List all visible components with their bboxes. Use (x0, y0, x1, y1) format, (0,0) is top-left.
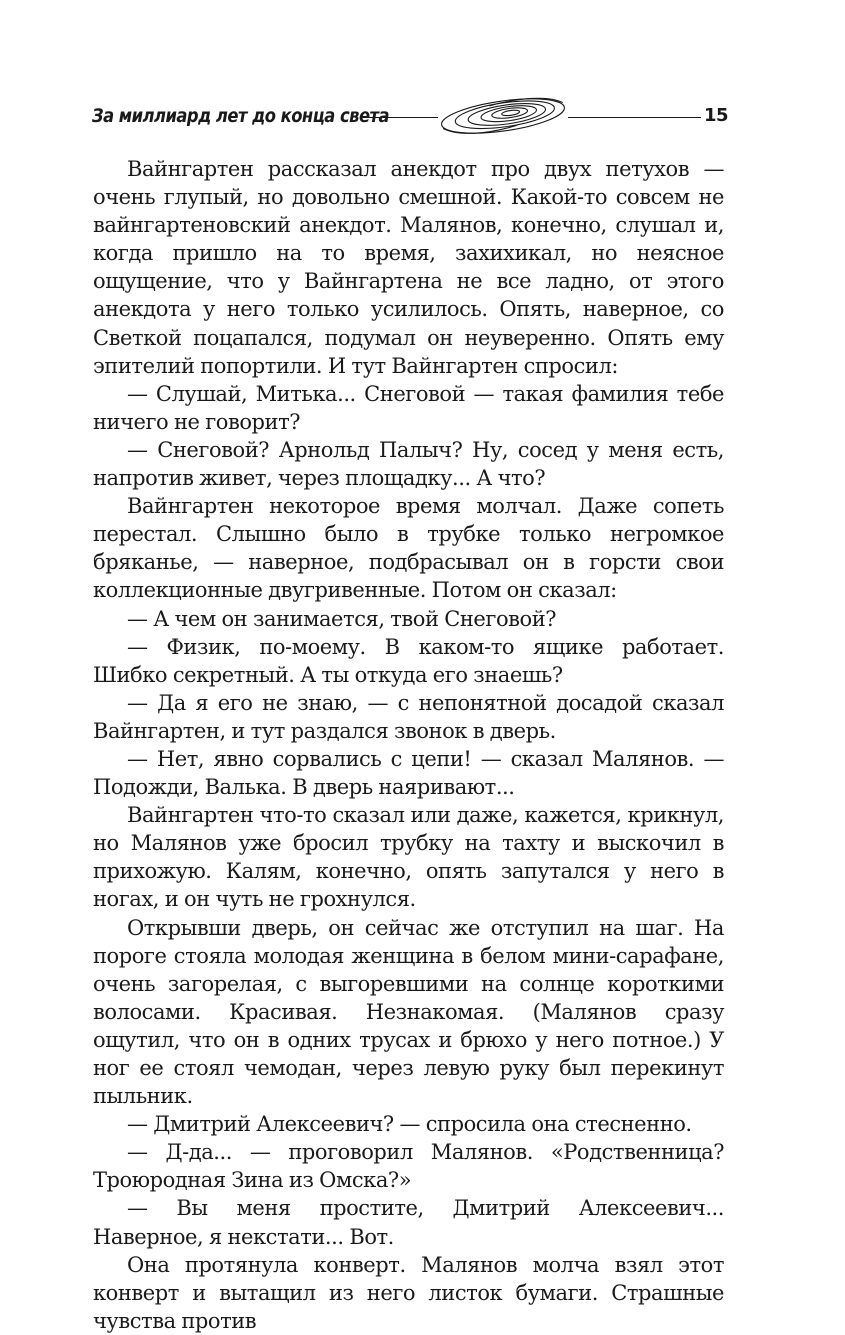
paragraph: — Да я его не знаю, — с непонятной досадой сказал Вайнгартен, и тут раздался звонок в дверь. (93, 690, 724, 743)
header-rule-right (568, 117, 701, 118)
paragraph: — Д-да... — проговорил Малянов. «Родственница? Троюродная Зина из Омска?» (93, 1140, 724, 1193)
spiral-galaxy-icon (436, 96, 570, 136)
body-text (93, 155, 724, 1335)
paragraph: — А чем он занимается, твой Снеговой? (127, 606, 557, 631)
header-rule-left (364, 117, 438, 118)
paragraph: Вайнгартен рассказал анекдот про двух петухов — очень глупый, но довольно смешной. Какой-то совсем не вайнгартеновский анекдот. Малянов, конечно, слушал и, когда пришло на то время, захихикал, но неясное ощущение, что у Вайнгартена не все ладно, от этого анекдота у него только усилилось. Опять, наверное, со Светкой поцапался, подумал он неуверенно. Опять ему эпителий попортили. И тут Вайнгартен спросил: (93, 157, 724, 378)
paragraph: Вайнгартен некоторое время молчал. Даже сопеть перестал. Слышно было в трубке только негромкое бряканье, — наверное, подбрасывал он в горсти свои коллекционные двугривенные. Потом он сказал: (93, 494, 724, 603)
paragraph: — Слушай, Митька... Снеговой — такая фамилия тебе ничего не говорит? (93, 381, 724, 434)
paragraph: — Нет, явно сорвались с цепи! — сказал Малянов. — Подожди, Валька. В дверь наяривают... (93, 746, 724, 800)
paragraph: — Снеговой? Арнольд Палыч? Ну, сосед у меня есть, напротив живет, через площадку... А что? (93, 437, 724, 491)
paragraph: — Физик, по-моему. В каком-то ящике работает. Шибко секретный. А ты откуда его знаешь? (93, 634, 724, 687)
running-header (92, 96, 729, 136)
paragraph: Она протянула конверт. Малянов молча взял этот конверт и вытащил из него листок бумаги. Страшные чувства против (93, 1252, 724, 1333)
paragraph: — Дмитрий Алексеевич? — спросила она стесненно. (127, 1112, 692, 1137)
page-number: 15 (704, 105, 729, 126)
paragraph: Открывши дверь, он сейчас же отступил на шаг. На пороге стояла молодая женщина в белом мини-сарафане, очень загорелая, с выгоревшими на солнце короткими волосами. Красивая. Незнакомая. (Малянов сразу ощутил, что он в одних трусах и брюхо у него потное.) У ног ее стоял чемодан, через левую руку был перекинут пыльник. (93, 915, 724, 1109)
running-title: За миллиард лет до конца света (92, 105, 390, 127)
paragraph: Вайнгартен что-то сказал или даже, кажется, крикнул, но Малянов уже бросил трубку на тахту и выскочил в прихожую. Калям, конечно, опять запутался у него в ногах, и он чуть не грохнулся. (93, 803, 724, 912)
paragraph: — Вы меня простите, Дмитрий Алексеевич... Наверное, я некстати... Вот. (93, 1196, 724, 1249)
